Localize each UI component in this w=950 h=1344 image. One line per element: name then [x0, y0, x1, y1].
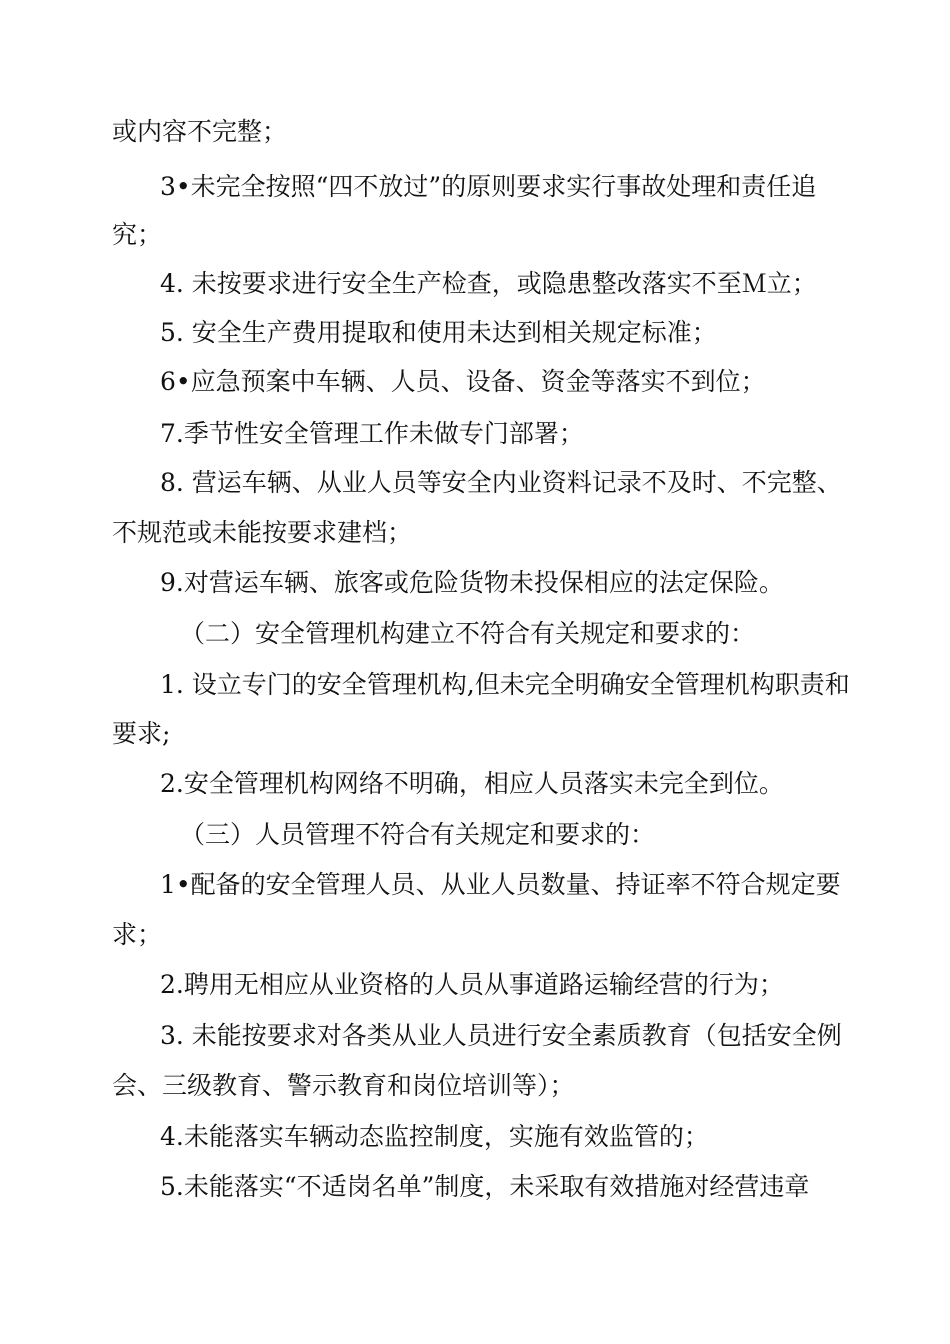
line-text: 4.未能落实车辆动态监控制度，实施有效监管的；: [160, 1122, 709, 1151]
text-line: [0, 1167, 950, 1207]
line-text: 7.季节性安全管理工作未做专门部署；: [160, 419, 584, 448]
line-text: 或内容不完整；: [112, 117, 288, 146]
line-text: 会、三级教育、警示教育和岗位培训等）；: [112, 1071, 575, 1100]
line-text: 6•应急预案中车辆、人员、设备、资金等落实不到位；: [160, 367, 766, 396]
line-text: 5.未能落实“不适岗名单”制度，未采取有效措施对经营违章: [160, 1172, 810, 1201]
line-text: 8. 营运车辆、从业人员等安全内业资料记录不及时、不完整、: [160, 468, 842, 497]
text-line: [0, 665, 950, 705]
line-text: 要求;: [112, 719, 171, 748]
line-text: 3•未完全按照“四不放过”的原则要求实行事故处理和责任追: [160, 172, 817, 201]
line-text: 不规范或未能按要求建档；: [112, 518, 413, 547]
text-line: [0, 313, 950, 353]
text-line: [0, 714, 950, 754]
text-line: [0, 167, 950, 207]
line-text: 求；: [112, 920, 163, 949]
text-line: [0, 215, 950, 255]
text-line: [0, 1016, 950, 1056]
line-text: 4. 未按要求进行安全生产检查，或隐患整改落实不至Ｍ立；: [160, 269, 817, 298]
line-text: 3. 未能按要求对各类从业人员进行安全素质教育（包括安全例: [160, 1021, 842, 1050]
text-line: [0, 1066, 950, 1106]
text-line: [0, 614, 950, 654]
line-text: 1•配备的安全管理人员、从业人员数量、持证率不符合规定要: [160, 870, 841, 899]
section-heading: （二）安全管理机构建立不符合有关规定和要求的：: [180, 619, 756, 648]
line-text: 5. 安全生产费用提取和使用未达到相关规定标准；: [160, 318, 717, 347]
text-line: [0, 513, 950, 553]
text-line: [0, 112, 950, 152]
text-line: [0, 1117, 950, 1157]
section-heading: （三）人员管理不符合有关规定和要求的：: [180, 820, 656, 849]
line-text: 9.对营运车辆、旅客或危险货物未投保相应的法定保险。: [160, 568, 784, 597]
text-line: [0, 463, 950, 503]
text-line: [0, 965, 950, 1005]
line-text: 2.聘用无相应从业资格的人员从事道路运输经营的行为；: [160, 970, 784, 999]
text-line: [0, 264, 950, 304]
text-line: [0, 362, 950, 402]
text-line: [0, 563, 950, 603]
line-text: 究；: [112, 220, 163, 249]
text-line: [0, 764, 950, 804]
line-text: 2.安全管理机构网络不明确，相应人员落实未完全到位。: [160, 769, 784, 798]
text-line: [0, 915, 950, 955]
line-text: 1. 设立专门的安全管理机构,但未完全明确安全管理机构职责和: [160, 670, 850, 699]
text-line: [0, 414, 950, 454]
text-line: [0, 815, 950, 855]
text-line: [0, 865, 950, 905]
